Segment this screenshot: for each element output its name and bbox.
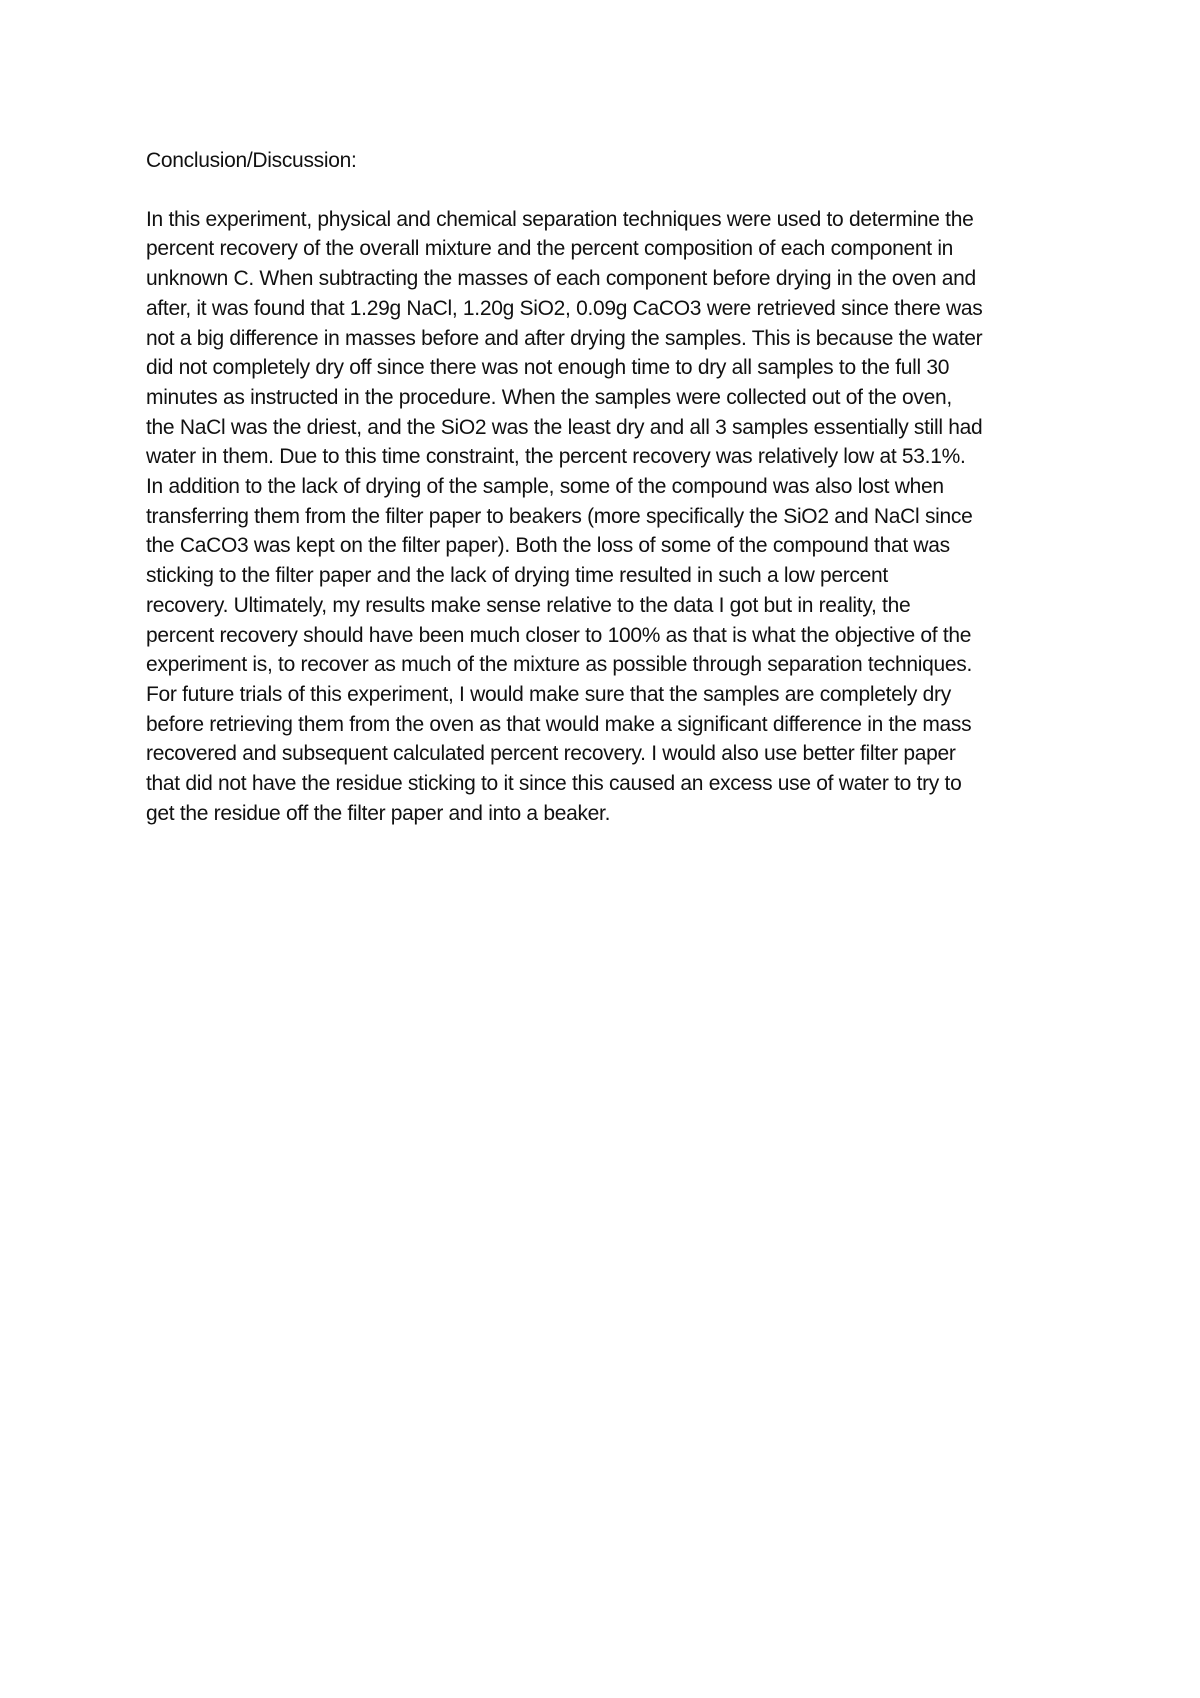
paragraph-line: after, it was found that 1.29g NaCl, 1.20g SiO2, 0.09g CaCO3 were retrieved since there was	[146, 296, 983, 320]
paragraph-line: get the residue off the filter paper and into a beaker.	[146, 801, 611, 825]
paragraph-line: the NaCl was the driest, and the SiO2 was the least dry and all 3 samples essentially still had	[146, 415, 983, 439]
paragraph-line: recovered and subsequent calculated percent recovery. I would also use better filter paper	[146, 742, 956, 766]
document-body	[146, 146, 1066, 828]
section-heading: Conclusion/Discussion:	[146, 149, 357, 172]
paragraph-line: In addition to the lack of drying of the sample, some of the compound was also lost when	[146, 475, 944, 499]
paragraph-line: experiment is, to recover as much of the mixture as possible through separation techniques.	[146, 653, 972, 677]
paragraph-line: water in them. Due to this time constraint, the percent recovery was relatively low at 53.1%.	[146, 445, 966, 469]
paragraph-line: that did not have the residue sticking to it since this caused an excess use of water to try to	[146, 772, 962, 796]
paragraph-line: In this experiment, physical and chemical separation techniques were used to determine the	[146, 207, 974, 231]
paragraph-line: did not completely dry off since there was not enough time to dry all samples to the full 30	[146, 356, 950, 380]
paragraph-line: sticking to the filter paper and the lack of drying time resulted in such a low percent	[146, 564, 888, 588]
paragraph-line: percent recovery should have been much closer to 100% as that is what the objective of the	[146, 623, 972, 647]
paragraph-line: before retrieving them from the oven as that would make a significant difference in the mass	[146, 712, 972, 736]
paragraph-line: For future trials of this experiment, I would make sure that the samples are completely dry	[146, 682, 951, 706]
paragraph-line: not a big difference in masses before and after drying the samples. This is because the water	[146, 326, 983, 350]
discussion-paragraph	[146, 205, 1066, 829]
paragraph-line: unknown C. When subtracting the masses of each component before drying in the oven and	[146, 267, 976, 291]
paragraph-line: transferring them from the filter paper to beakers (more specifically the SiO2 and NaCl since	[146, 504, 973, 528]
paragraph-line: recovery. Ultimately, my results make sense relative to the data I got but in reality, the	[146, 593, 911, 617]
paragraph-line: percent recovery of the overall mixture and the percent composition of each component in	[146, 237, 954, 261]
paragraph-line: the CaCO3 was kept on the filter paper). Both the loss of some of the compound that was	[146, 534, 950, 558]
paragraph-line: minutes as instructed in the procedure. When the samples were collected out of the oven,	[146, 385, 952, 409]
